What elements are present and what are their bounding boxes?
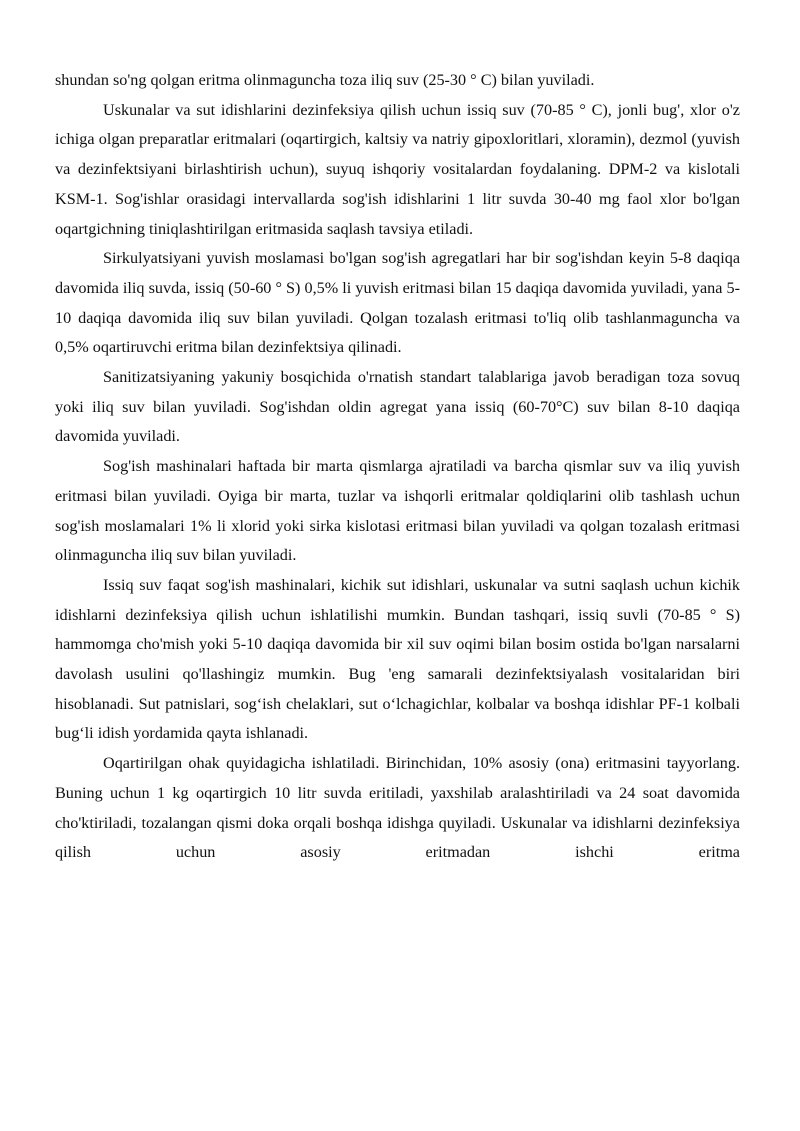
paragraph-7: Oqartirilgan ohak quyidagicha ishlatiladi. Birinchidan, 10% asosiy (ona) eritmasini tayyorlang. Buning uchun 1 kg oqartirgich 10 litr suvda eritiladi, yaxshilab aralashtiriladi va 24 soat davomida cho'ktiriladi, tozalangan qismi doka orqali boshqa idishga quyiladi. Uskunalar va idishlarni dezinfeksiya qilish uchun asosiy eritmadan ishchi eritma: [55, 754, 740, 862]
paragraph-5: Sog'ish mashinalari haftada bir marta qismlarga ajratiladi va barcha qismlar suv va iliq yuvish eritmasi bilan yuviladi. Oyiga bir marta, tuzlar va ishqorli eritmalar qoldiqlarini olib tashlash uchun sog'ish moslamalari 1% li xlorid yoki sirka kislotasi eritmasi bilan yuviladi va qolgan tozalash eritmasi olinmaguncha iliq suv bilan yuviladi.: [55, 457, 740, 565]
paragraph-4: Sanitizatsiyaning yakuniy bosqichida o'rnatish standart talablariga javob beradigan toza sovuq yoki iliq suv bilan yuviladi. Sog'ishdan oldin agregat yana issiq (60-70°C) suv bilan 8-10 daqiqa davomida yuviladi.: [55, 368, 740, 446]
paragraph-3: Sirkulyatsiyani yuvish moslamasi bo'lgan sog'ish agregatlari har bir sog'ishdan keyin 5-8 daqiqa davomida iliq suvda, issiq (50-60 ° S) 0,5% li yuvish eritmasi bilan 15 daqiqa davomida yuviladi, yana 5-10 daqiqa davomida iliq suv bilan yuviladi. Qolgan tozalash eritmasi to'liq olib tashlanmaguncha va 0,5% oqartiruvchi eritma bilan dezinfektsiya qilinadi.: [55, 249, 740, 357]
paragraph-6: Issiq suv faqat sog'ish mashinalari, kichik sut idishlari, uskunalar va sutni saqlash uchun kichik idishlarni dezinfeksiya qilish uchun ishlatilishi mumkin. Bundan tashqari, issiq suvli (70-85 ° S) hammomga cho'mish yoki 5-10 daqiqa davomida bir xil suv oqimi bilan bosim ostida bo'lgan narsalarni davolash usulini qo'llashingiz mumkin. Bug 'eng samarali dezinfektsiyalash vositalaridan biri hisoblanadi. Sut patnislari, sog‘ish chelaklari, sut o‘lchagichlar, kolbalar va boshqa idishlar PF-1 kolbali bug‘li idish yordamida qayta ishlanadi.: [55, 575, 740, 743]
paragraph-2: Uskunalar va sut idishlarini dezinfeksiya qilish uchun issiq suv (70-85 ° C), jonli bug', xlor o'z ichiga olgan preparatlar eritmalari (oqartirgich, kaltsiy va natriy gipoxloritlari, xloramin), dezmol (yuvish va dezinfektsiyani birlashtirish uchun), suyuq ishqoriy vositalardan foydalaning. DPM-2 va kislotali KSM-1. Sog'ishlar orasidagi intervallarda sog'ish idishlarini 1 litr suvda 30-40 mg faol xlor bo'lgan oqartgichning tiniqlashtirilgan eritmasida saqlash tavsiya etiladi.: [55, 100, 740, 238]
document-body: [55, 66, 740, 868]
paragraph-1: shundan so'ng qolgan eritma olinmaguncha toza iliq suv (25-30 ° C) bilan yuviladi.: [55, 71, 595, 89]
